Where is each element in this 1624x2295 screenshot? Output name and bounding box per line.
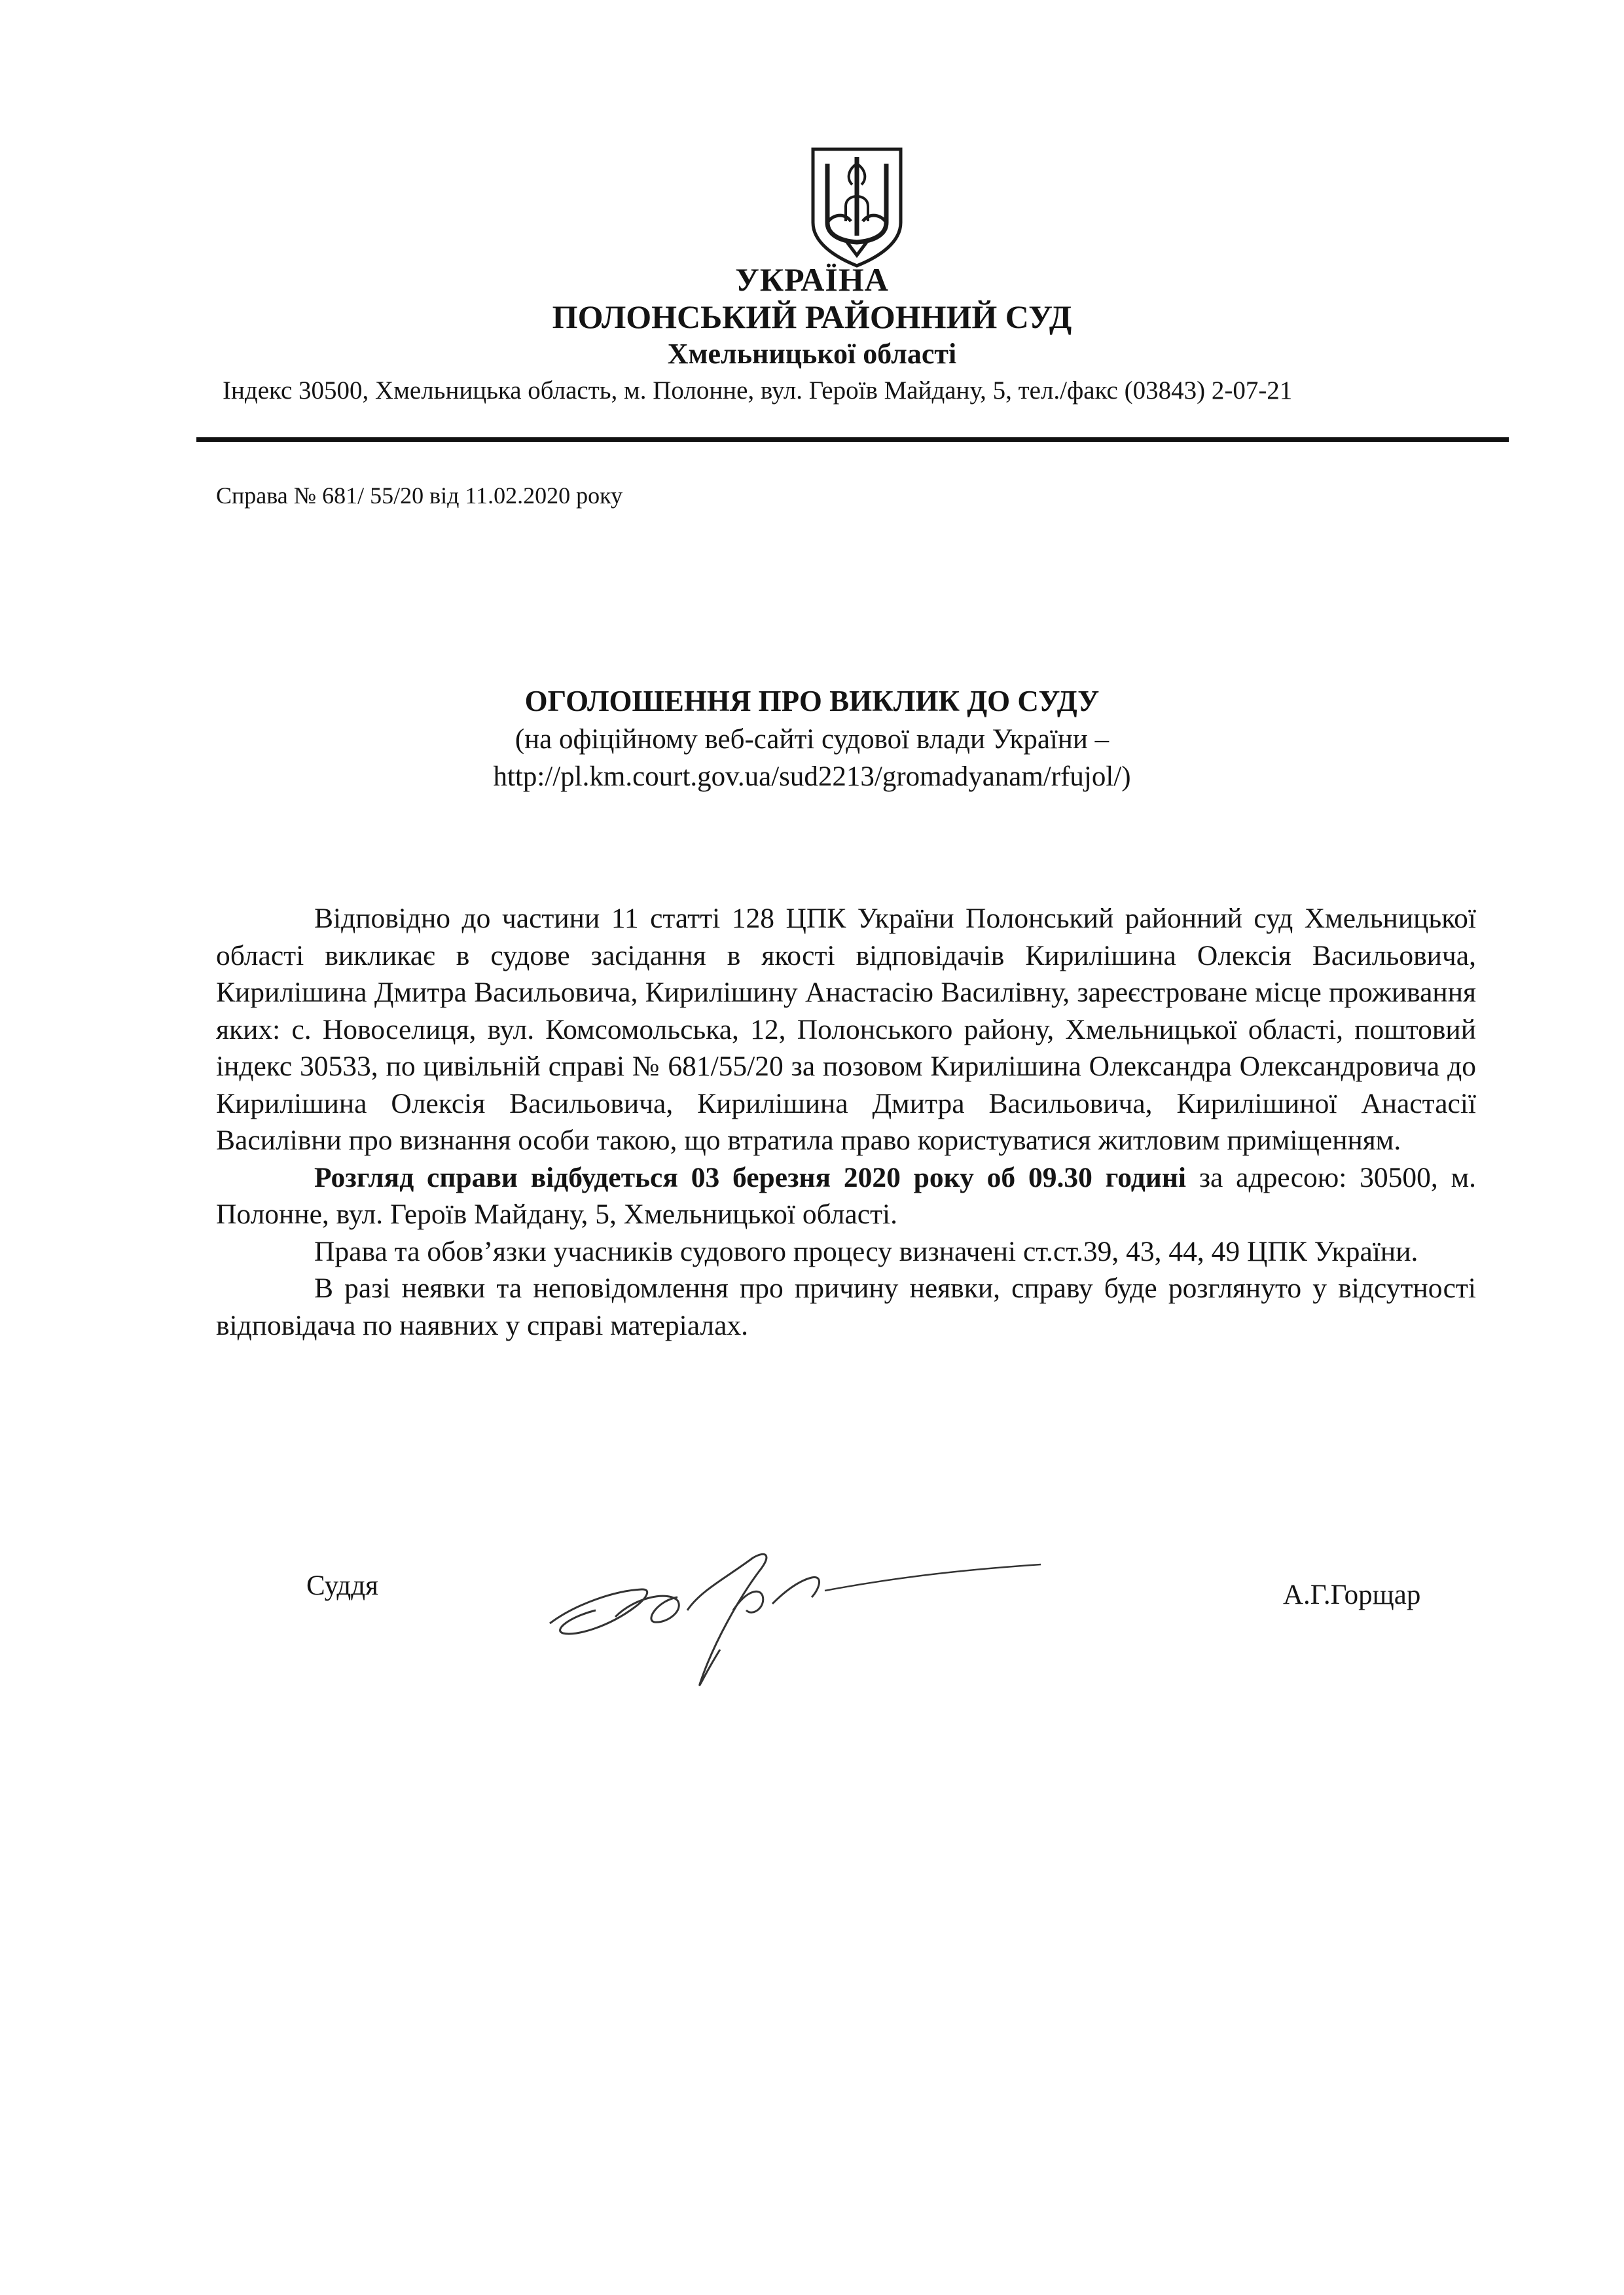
case-reference: Справа № 681/ 55/20 від 11.02.2020 року <box>216 482 623 509</box>
header-region: Хмельницької області <box>667 338 957 370</box>
body-paragraph-2 <box>216 1159 1476 1233</box>
header-address: Індекс 30500, Хмельницька область, м. Полонне, вул. Героїв Майдану, 5, тел./факс (03843) 2-07-21 <box>223 376 1293 405</box>
signer-name: А.Г.Горщар <box>1283 1580 1421 1610</box>
body-paragraph-3: Права та обов’язки учасників судового процесу визначені ст.ст.39, 43, 44, 49 ЦПК України. <box>314 1235 1418 1267</box>
body-paragraph-1: Відповідно до частини 11 статті 128 ЦПК України Полонський районний суд Хмельницької області викликає в судове засідання в якості відповідачів Кирилішина Олексія Васильовича, Кирилішина Дмитра Васильовича, Кирилішину Анастасію Василівну, зареєстроване місце проживання яких: с. Новоселиця, вул. Комсомольська, 12, Полонського району, Хмельницької області, поштовий індекс 30533, по цивільній справі № 681/55/20 за позовом Кирилішина Олександра Олександровича до Кирилішина Олексія Васильовича, Кирилішина Дмитра Васильовича, Кирилішиної Анастасії Василівни про визнання особи такою, що втратила право користуватися житловим приміщенням. <box>216 903 1476 1156</box>
body-paragraph-4: В разі неявки та неповідомлення про причину неявки, справу буде розглянуто у відсутності відповідача по наявних у справі матеріалах. <box>216 1273 1476 1341</box>
notice-title: ОГОЛОШЕННЯ ПРО ВИКЛИК ДО СУДУ <box>524 685 1100 717</box>
handwritten-signature-icon <box>537 1519 1047 1715</box>
notice-subtitle-line2: http://pl.km.court.gov.ua/sud2213/gromadyanam/rfujol/) <box>493 761 1131 792</box>
signer-role: Суддя <box>306 1570 378 1601</box>
hearing-date-bold: Розгляд справи відбудеться 03 березня 2020 року об 09.30 годині <box>314 1161 1187 1193</box>
header-country: УКРАЇНА <box>735 261 889 298</box>
notice-subtitle-line1: (на офіційному веб-сайті судової влади України – <box>514 724 1110 755</box>
tryzub-coat-of-arms-icon <box>808 144 906 268</box>
header-court-name: ПОЛОНСЬКИЙ РАЙОННИЙ СУД <box>552 298 1072 335</box>
hearing-address: за адресою: 30500, м. Полонне, вул. Героїв Майдану, 5, Хмельницької області. <box>216 1161 1477 1230</box>
header-divider <box>196 437 1509 442</box>
notice-body <box>216 900 1476 1344</box>
